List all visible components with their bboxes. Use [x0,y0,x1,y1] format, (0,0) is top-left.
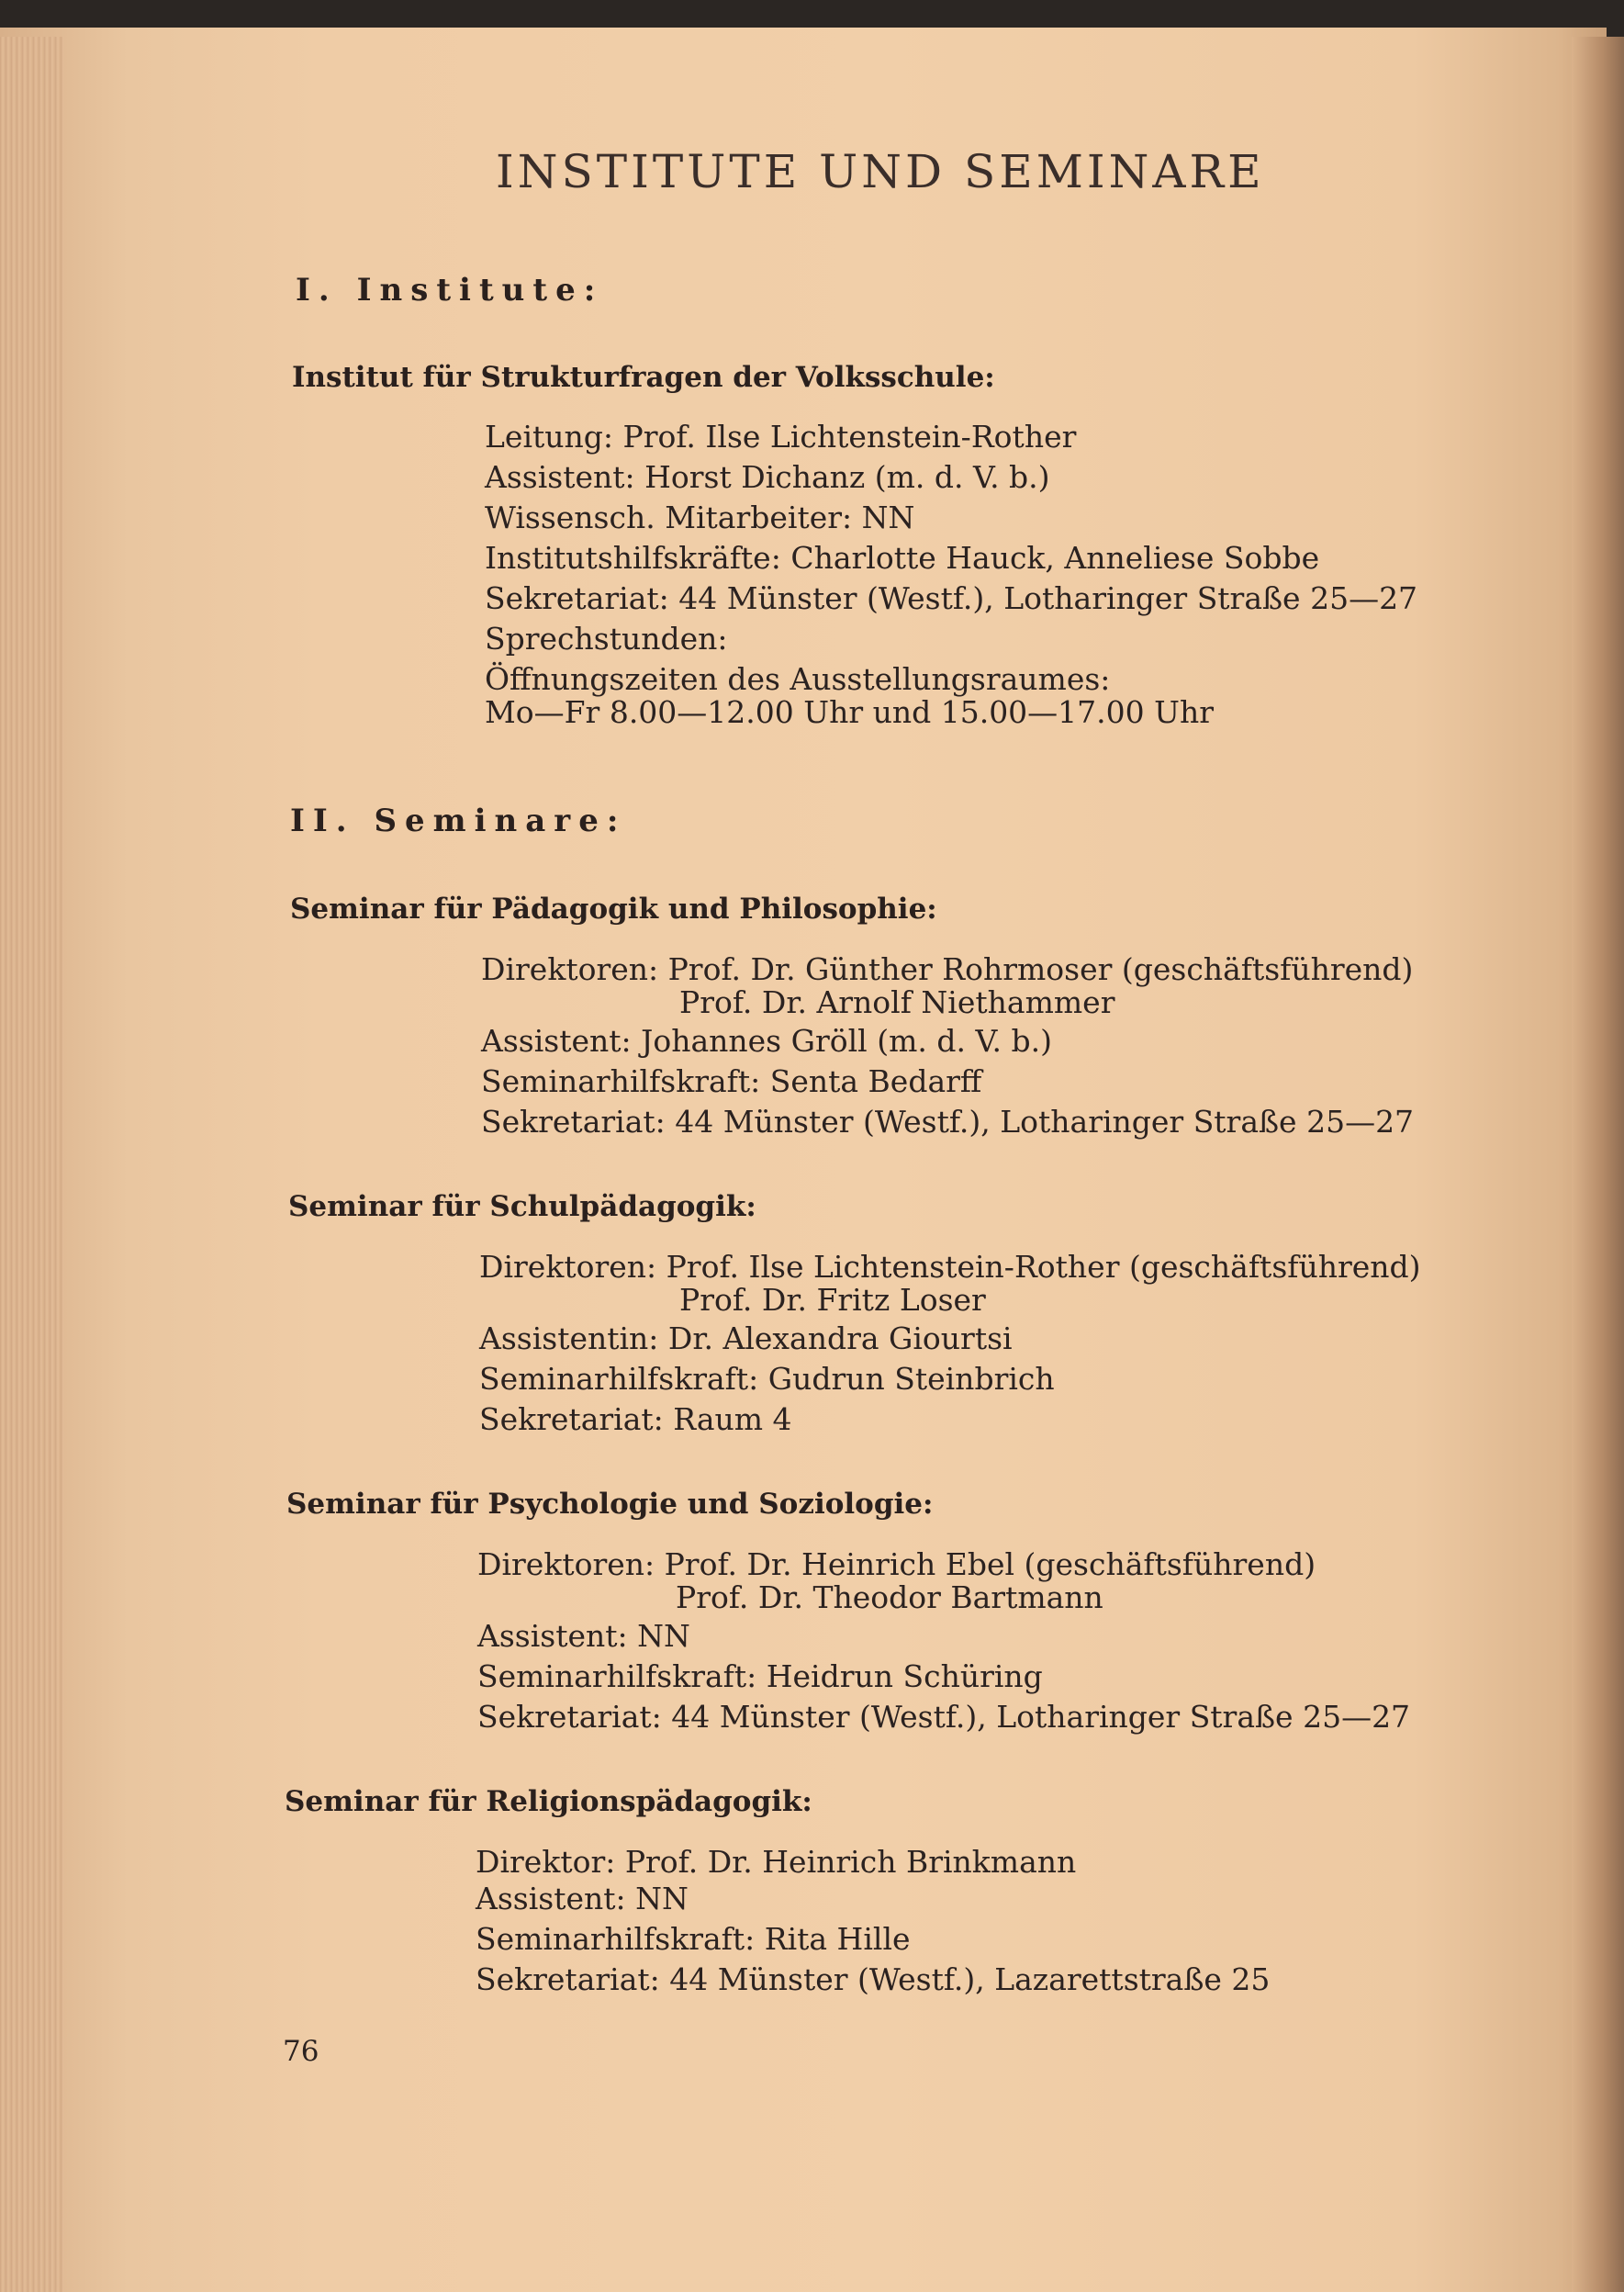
entry-line: Direktoren: Prof. Dr. Heinrich Ebel (geschäftsführend) [477,1546,1316,1582]
entry-line: Assistent: NN [477,1618,690,1654]
part-heading-institute: I. Institute: [296,272,604,309]
entry-line: Sekretariat: 44 Münster (Westf.), Lotharinger Straße 25—27 [477,1699,1411,1735]
entry-line: Sekretariat: 44 Münster (Westf.), Lazarettstraße 25 [476,1961,1271,1997]
entry-line: Assistentin: Dr. Alexandra Giourtsi [479,1320,1013,1356]
entry-line: Mo—Fr 8.00—12.00 Uhr und 15.00—17.00 Uhr [485,694,1214,730]
entry-line: Leitung: Prof. Ilse Lichtenstein-Rother [485,419,1077,455]
entry-line: Direktor: Prof. Dr. Heinrich Brinkmann [476,1844,1077,1880]
page-title: INSTITUTE UND SEMINARE [496,145,1265,198]
section-title: Seminar für Religionspädagogik: [285,1785,812,1818]
section-title: Seminar für Psychologie und Soziologie: [286,1488,934,1521]
entry-line: Sprechstunden: [485,621,728,657]
entry-line: Direktoren: Prof. Dr. Günther Rohrmoser (geschäftsführend) [481,951,1414,987]
part-heading-seminare: II. Seminare: [290,803,627,839]
entry-line: Öffnungszeiten des Ausstellungsraumes: [485,661,1111,697]
section-title: Seminar für Pädagogik und Philosophie: [290,893,937,926]
entry-line: Assistent: NN [476,1881,689,1916]
entry-line: Assistent: Horst Dichanz (m. d. V. b.) [485,459,1050,495]
entry-line: Sekretariat: 44 Münster (Westf.), Lotharinger Straße 25—27 [485,580,1418,616]
entry-line: Direktoren: Prof. Ilse Lichtenstein-Rother (geschäftsführend) [479,1249,1421,1285]
book-gutter [1572,37,1624,2292]
page-stack-edge [0,37,64,2292]
entry-line: Seminarhilfskraft: Rita Hille [476,1921,911,1957]
entry-line: Prof. Dr. Fritz Loser [679,1282,986,1318]
entry-line: Assistent: Johannes Gröll (m. d. V. b.) [481,1023,1052,1059]
entry-line: Wissensch. Mitarbeiter: NN [485,500,915,535]
entry-line: Seminarhilfskraft: Gudrun Steinbrich [479,1361,1055,1397]
entry-line: Prof. Dr. Arnolf Niethammer [679,984,1115,1020]
entry-line: Prof. Dr. Theodor Bartmann [676,1579,1103,1615]
section-title: Seminar für Schulpädagogik: [288,1190,756,1223]
page-number: 76 [283,2035,319,2068]
entry-line: Seminarhilfskraft: Senta Bedarff [481,1063,982,1099]
section-title: Institut für Strukturfragen der Volksschule: [292,361,995,394]
entry-line: Sekretariat: Raum 4 [479,1401,792,1437]
entry-line: Seminarhilfskraft: Heidrun Schüring [477,1658,1043,1694]
entry-line: Institutshilfskräfte: Charlotte Hauck, Anneliese Sobbe [485,540,1320,576]
entry-line: Sekretariat: 44 Münster (Westf.), Lotharinger Straße 25—27 [481,1104,1415,1140]
